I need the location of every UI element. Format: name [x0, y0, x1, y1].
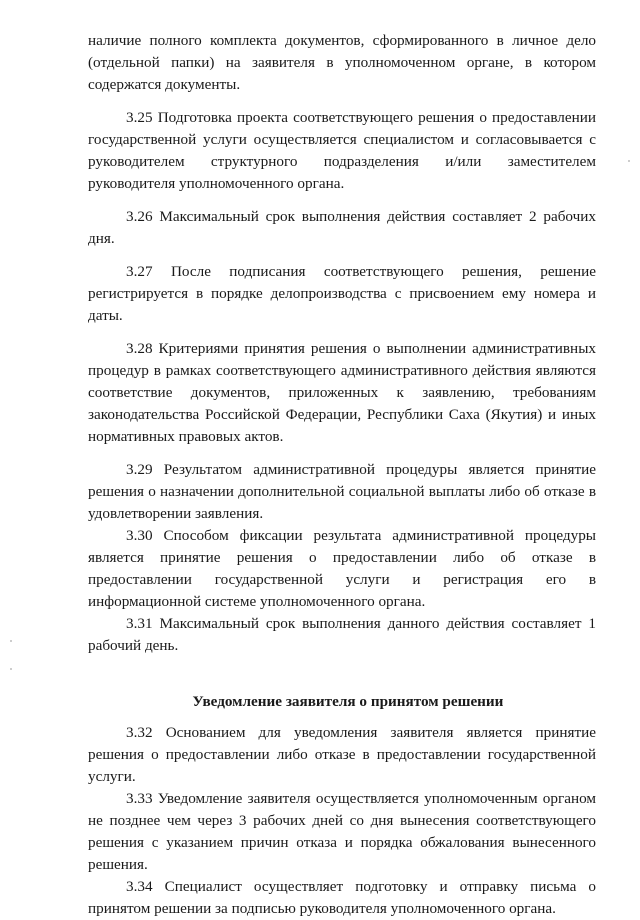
scan-speck — [628, 160, 630, 162]
paragraph-3-29: 3.29 Результатом административной процедуры является принятие решения о назначении дополнительной социальной выплаты либо об отказе в удовлетворении заявления. — [88, 461, 596, 522]
scan-speck — [10, 668, 12, 670]
paragraph-3-34: 3.34 Специалист осуществляет подготовку и отправку письма о принятом решении за подписью руководителя уполномоченного органа. — [88, 878, 596, 917]
paragraph-3-30: 3.30 Способом фиксации результата административной процедуры является принятие решения о предоставлении либо об отказе в предоставлении государственной услуги и регистрация его в информационной системе уполномоченного органа. — [88, 527, 596, 610]
paragraph-continuation: наличие полного комплекта документов, сформированного в личное дело (отдельной папки) на заявителя в уполномоченном органе, в котором содержатся документы. — [88, 32, 596, 93]
paragraph-3-25: 3.25 Подготовка проекта соответствующего решения о предоставлении государственной услуги осуществляется специалистом и согласовывается с руководителем структурного подразделения и/или заместителем руководителя уполномоченного органа. — [88, 109, 596, 192]
paragraph-3-33: 3.33 Уведомление заявителя осуществляется уполномоченным органом не позднее чем через 3 рабочих дней со дня вынесения соответствующего решения с указанием причин отказа и порядка обжалования вынесенного решения. — [88, 790, 596, 873]
section-heading: Уведомление заявителя о принятом решении — [192, 693, 504, 710]
scan-speck — [10, 640, 12, 642]
paragraph-3-28: 3.28 Критериями принятия решения о выполнении административных процедур в рамках соответствующего административного действия являются соответствие документов, приложенных к заявлению, требованиям законодательства Российской Федерации, Республики Саха (Якутия) и иных нормативных правовых актов. — [88, 340, 596, 445]
paragraph-3-27: 3.27 После подписания соответствующего решения, решение регистрируется в порядке делопроизводства с присвоением ему номера и даты. — [88, 263, 596, 324]
paragraph-3-26: 3.26 Максимальный срок выполнения действия составляет 2 рабочих дня. — [88, 208, 596, 247]
paragraph-3-31: 3.31 Максимальный срок выполнения данного действия составляет 1 рабочий день. — [88, 615, 596, 654]
paragraph-3-32: 3.32 Основанием для уведомления заявителя является принятие решения о предоставлении либо отказе в предоставлении государственной услуги. — [88, 724, 596, 785]
